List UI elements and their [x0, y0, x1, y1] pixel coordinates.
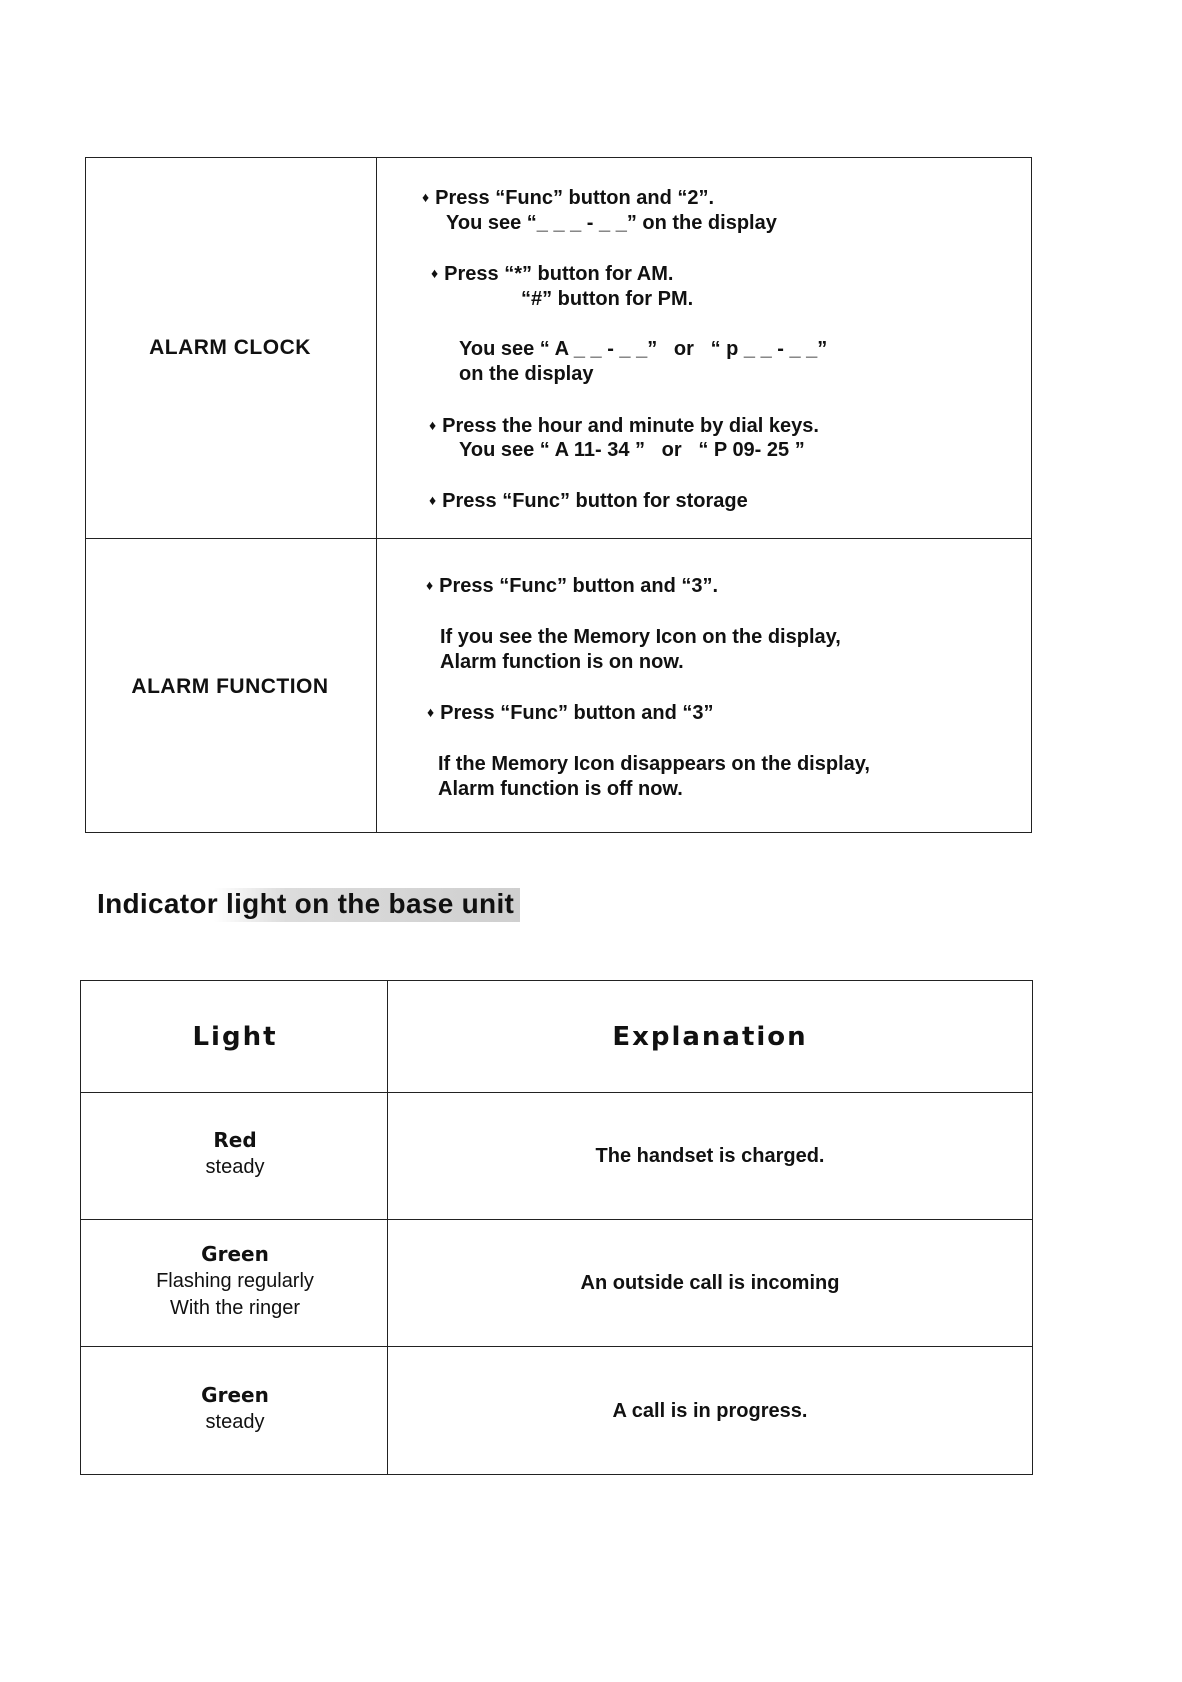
alarm-function-step-2-note-b: Alarm function is off now. [438, 778, 683, 800]
bullet-icon: ♦ [426, 577, 434, 593]
alarm-clock-step-4: ♦ Press “Func” button for storage [429, 490, 748, 512]
table-row-explanation: The handset is charged. [595, 1145, 825, 1167]
bullet-icon: ♦ [429, 492, 437, 508]
column-header-explanation: Explanation [612, 1022, 808, 1052]
bullet-icon: ♦ [431, 265, 439, 281]
light-color: Green [201, 1242, 269, 1266]
alarm-clock-step-2: ♦ Press “*” button for AM. [431, 263, 674, 285]
alarm-table-row-divider [85, 538, 1032, 539]
light-state: steady [205, 1411, 265, 1433]
table-row-light [85, 1382, 385, 1436]
indicator-table-row-divider [80, 1346, 1033, 1347]
alarm-table-divider [376, 157, 377, 833]
alarm-clock-step-2-display: You see “ A _ _ - _ _” or “ p _ _ - _ _” [459, 338, 828, 360]
alarm-clock-step-1: ♦ Press “Func” button and “2”. [422, 187, 715, 209]
light-color: Red [213, 1128, 257, 1152]
bullet-icon: ♦ [422, 189, 430, 205]
alarm-function-step-1-note-a: If you see the Memory Icon on the display, [440, 626, 841, 648]
table-row-explanation: An outside call is incoming [580, 1272, 840, 1294]
table-row-light [85, 1127, 385, 1181]
light-state-detail: With the ringer [169, 1297, 301, 1319]
alarm-clock-step-3: ♦ Press the hour and minute by dial keys. [429, 415, 819, 437]
indicator-table-row-divider [80, 1219, 1033, 1220]
alarm-function-step-2-note-a: If the Memory Icon disappears on the display, [438, 753, 870, 775]
indicator-table-divider [387, 980, 388, 1475]
alarm-clock-step-1-note: You see “_ _ _ - _ _” on the display [446, 212, 777, 234]
alarm-clock-label: ALARM CLOCK [149, 336, 311, 359]
alarm-function-step-1-note-b: Alarm function is on now. [440, 651, 684, 673]
indicator-table-row-divider [80, 1092, 1033, 1093]
column-header-light: Light [192, 1022, 278, 1052]
light-color: Green [201, 1383, 269, 1407]
section-heading: Indicator light on the base unit [95, 888, 520, 922]
alarm-function-step-1: ♦ Press “Func” button and “3”. [426, 575, 719, 597]
light-state: steady [205, 1156, 265, 1178]
bullet-icon: ♦ [427, 704, 435, 720]
alarm-clock-step-2-pm: “#” button for PM. [521, 288, 694, 310]
bullet-icon: ♦ [429, 417, 437, 433]
light-state: Flashing regularly [156, 1270, 314, 1292]
table-row-explanation: A call is in progress. [612, 1400, 808, 1422]
alarm-function-step-2: ♦ Press “Func” button and “3” [427, 702, 714, 724]
alarm-function-label: ALARM FUNCTION [131, 675, 329, 698]
table-row-light [85, 1241, 385, 1322]
alarm-clock-step-3-example: You see “ A 11- 34 ” or “ P 09- 25 ” [459, 439, 805, 461]
alarm-clock-step-2-display-end: on the display [459, 363, 594, 385]
